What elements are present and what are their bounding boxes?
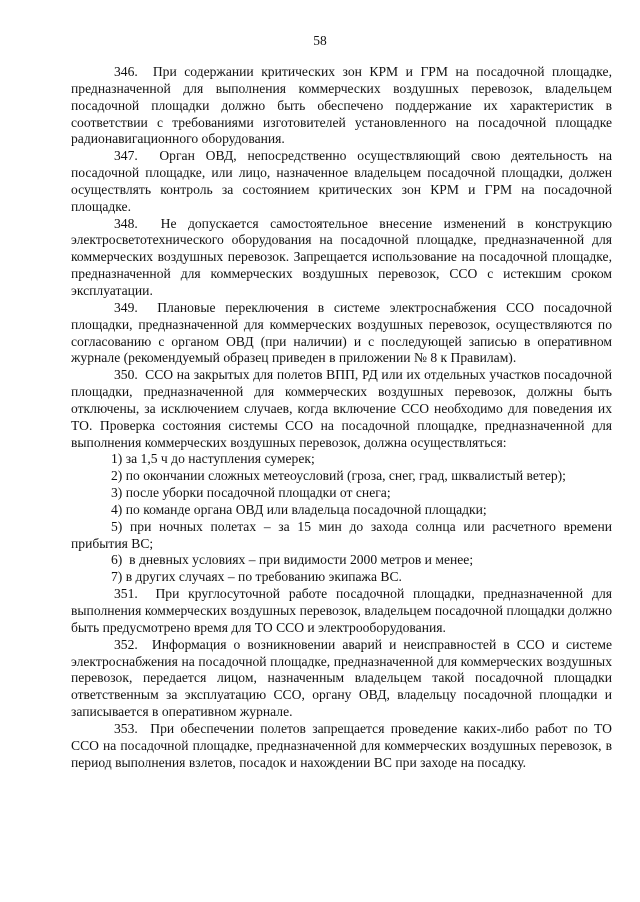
- list-item-6: 6) в дневных условиях – при видимости 2000 метров и менее;: [111, 552, 474, 568]
- list-item-1: 1) за 1,5 ч до наступления сумерек;: [111, 451, 315, 467]
- page-number: 58: [313, 33, 327, 48]
- list-item-5: 5) при ночных полетах – за 15 мин до захода солнца или расчетного времени прибытия ВС;: [71, 518, 612, 551]
- paragraph-350: 350. ССО на закрытых для полетов ВПП, РД или их отдельных участков посадочной площадки, предназначенной для коммерческих воздушных перевозок, должны быть отключены, за исключением случаев, когда включение ССО необходимо для поведения их ТО. Проверка состояния системы ССО на посадочной площадке, предназначенной для выполнения коммерческих воздушных перевозок, должна осуществляться:: [71, 367, 612, 450]
- paragraph-352: 352. Информация о возникновении аварий и неисправностей в ССО и системе электроснабжения на посадочной площадке, предназначенной для коммерческих воздушных перевозок, передается лицом, назначенным владельцем такой посадочной площадки ответственным за эксплуатацию ССО, органу ОВД, владельцу посадочной площадки и записывается в оперативном журнале.: [71, 636, 612, 720]
- paragraph-349: 349. Плановые переключения в системе электроснабжения ССО посадочной площадки, предназначенной для коммерческих воздушных перевозок, осуществляются по согласованию с органом ОВД (при наличии) и с последующей записью в оперативном журнале (рекомендуемый образец приведен в приложении № 8 к Правилам).: [71, 299, 612, 366]
- list-item-3: 3) после уборки посадочной площадки от снега;: [111, 485, 391, 501]
- paragraph-351: 351. При круглосуточной работе посадочной площадки, предназначенной для выполнения коммерческих воздушных перевозок, владельцем посадочной площадки должно быть предусмотрено время для ТО ССО и электрооборудования.: [71, 586, 612, 635]
- paragraph-346: 346. При содержании критических зон КРМ и ГРМ на посадочной площадке, предназначенной для выполнения коммерческих воздушных перевозок, владельцем посадочной площадки должно быть обеспечено поддержание их характеристик в соответствии с требованиями изготовителей установленного на посадочной площадке радионавигационного оборудования.: [71, 64, 612, 147]
- paragraph-353: 353. При обеспечении полетов запрещается проведение каких-либо работ по ТО ССО на посадочной площадке, предназначенной для коммерческих воздушных перевозок, в период выполнения взлетов, посадок и нахождении ВС при заходе на посадку.: [71, 720, 612, 770]
- list-item-7: 7) в других случаях – по требованию экипажа ВС.: [111, 569, 402, 585]
- list-item-2: 2) по окончании сложных метеоусловий (гроза, снег, град, шквалистый ветер);: [111, 468, 566, 484]
- document-body: [71, 64, 612, 771]
- list-item-4: 4) по команде органа ОВД или владельца посадочной площадки;: [111, 501, 487, 517]
- paragraph-348: 348. Не допускается самостоятельное внесение изменений в конструкцию электросветотехнического оборудования на посадочной площадке, предназначенной для коммерческих воздушных перевозок. Запрещается использование на посадочной площадке, предназначенной для коммерческих воздушных перевозок, ССО с истекшим сроком эксплуатации.: [71, 215, 612, 298]
- paragraph-347: 347. Орган ОВД, непосредственно осуществляющий свою деятельность на посадочной площадке, или лицо, назначенное владельцем посадочной площадки, должен осуществлять контроль за состоянием критических зон КРМ и ГРМ на посадочной площадке.: [71, 148, 612, 214]
